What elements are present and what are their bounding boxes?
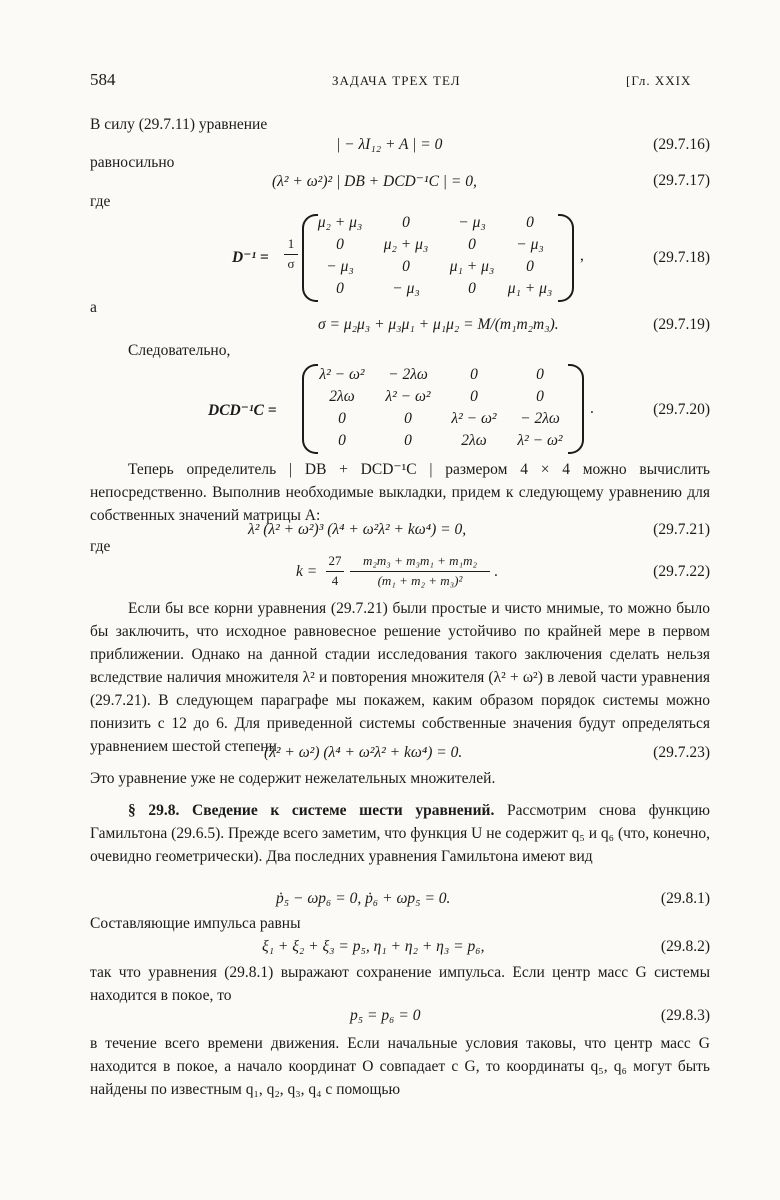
matrix-cell: 0 — [526, 214, 534, 231]
intro-line: В силу (29.7.11) уравнение — [90, 116, 268, 133]
matrix-cell: 0 — [470, 388, 478, 405]
fraction-denominator: (m₁ + m₂ + m₃)² — [377, 573, 463, 588]
equation-29-7-21: λ² (λ² + ω²)³ (λ⁴ + ω²λ² + kω⁴) = 0, — [248, 521, 467, 538]
equivalent-label: равносильно — [90, 154, 175, 171]
equation-number: (29.7.20) — [653, 401, 710, 418]
equation-tail: . — [494, 563, 498, 580]
matrix-cell: 0 — [468, 280, 476, 297]
section-title: § 29.8. Сведение к системе шести уравнений. — [128, 802, 495, 819]
fraction-line — [350, 571, 490, 572]
matrix-cell: μ₂ + μ₃ — [383, 236, 429, 253]
coef-numerator: 1 — [287, 236, 295, 251]
matrix-tail: , — [580, 247, 584, 264]
matrix-cell: λ² − ω² — [319, 366, 365, 383]
equation-number: (29.7.22) — [653, 563, 710, 580]
paragraph: Рассмотрим снова функцию Гамильтона (29.6.5). Прежде всего заметим, что функция U не содержит q₅ и q₆ (что, конечно, очевидно геометрически). Два последних уравнения Гамильтона имеют вид — [90, 802, 710, 865]
matrix-cell: 2λω — [461, 432, 487, 449]
paragraph: Теперь определитель | DB + DCD⁻¹C | размером 4 × 4 можно вычислить непосредственно. Выполнив необходимые выкладки, придем к следующему уравнению для собственных значений матрицы A: — [90, 461, 710, 524]
matrix-cell: − μ₃ — [516, 236, 544, 253]
paragraph: Если бы все корни уравнения (29.7.21) были простые и чисто мнимые, то можно было бы заключить, что исходное равновесное решение устойчиво по крайней мере в первом приближении. Однако на данной стадии исследования такого заключения сделать нельзя вследствие наличия множителя λ² и повторения множителя (λ² + ω²) в левой части уравнения (29.7.21). В следующем параграфе мы покажем, каким образом порядок системы можно понизить с 12 до 6. Для приведенной системы собственные значения будут определяться уравнением шестой степени — [90, 600, 710, 755]
and-label: а — [90, 299, 97, 316]
equation-29-8-2: ξ₁ + ξ₂ + ξ₃ = p₅, η₁ + η₂ + η₃ = p₆, — [262, 938, 485, 955]
equation-29-8-3: p₅ = p₆ = 0 — [350, 1007, 421, 1024]
equation-29-8-1: ṗ₅ − ωp₆ = 0, ṗ₆ + ωp₅ = 0. — [276, 890, 451, 907]
equation-number: (29.8.1) — [660, 890, 710, 907]
chapter-label: [Гл. XXIX — [626, 73, 692, 88]
matrix-cell: 0 — [338, 410, 346, 427]
equation-number: (29.8.2) — [660, 938, 710, 955]
matrix-cell: μ₁ + μ₃ — [507, 280, 553, 297]
matrix-tail: . — [590, 400, 594, 417]
equation-number: (29.7.16) — [653, 136, 710, 153]
therefore-label: Следовательно, — [128, 342, 231, 359]
matrix-cell: − μ₃ — [458, 214, 486, 231]
page-number: 584 — [90, 70, 116, 89]
matrix-cell: 0 — [402, 214, 410, 231]
matrix-cell: μ₂ + μ₃ — [317, 214, 363, 231]
matrix-cell: 0 — [470, 366, 478, 383]
matrix-cell: λ² − ω² — [385, 388, 431, 405]
matrix-cell: 2λω — [329, 388, 355, 405]
equation-29-7-23: (λ² + ω²) (λ⁴ + ω²λ² + kω⁴) = 0. — [264, 744, 463, 761]
matrix-cell: − μ₃ — [326, 258, 354, 275]
matrix-cell: λ² − ω² — [451, 410, 497, 427]
matrix-cell: − μ₃ — [392, 280, 420, 297]
equation-number: (29.7.23) — [653, 744, 710, 761]
where-label: где — [90, 193, 111, 210]
paragraph: в течение всего времени движения. Если начальные условия таковы, что центр масс G находится в покое, а начало координат O совпадает с G, то координаты q₅, q₆ могут быть найдены по известным q₁, q₂, q₃, q₄ с помощью — [90, 1035, 710, 1098]
matrix-cell: 0 — [468, 236, 476, 253]
equation-29-7-16: | − λI₁₂ + A | = 0 — [336, 136, 443, 153]
equation-number: (29.8.3) — [660, 1007, 710, 1024]
section-paragraph — [90, 799, 710, 868]
where-label: где — [90, 538, 111, 555]
running-title: ЗАДАЧА ТРЕХ ТЕЛ — [332, 73, 461, 88]
matrix-cell: 0 — [336, 236, 344, 253]
fraction-line — [326, 571, 344, 572]
matrix-cell: μ₁ + μ₃ — [449, 258, 495, 275]
paragraph: Составляющие импульса равны — [90, 915, 301, 932]
coef-denominator: σ — [287, 256, 295, 271]
coef-denominator: 4 — [331, 573, 339, 588]
matrix-cell: − 2λω — [388, 366, 428, 383]
equation-29-7-19: σ = μ₂μ₃ + μ₃μ₁ + μ₁μ₂ = M/(m₁m₂m₃). — [318, 316, 559, 333]
matrix-cell: 0 — [402, 258, 410, 275]
equation-number: (29.7.17) — [653, 172, 710, 189]
matrix-cell: 0 — [536, 366, 544, 383]
matrix-d-inverse — [302, 214, 574, 302]
matrix-cell: − 2λω — [520, 410, 560, 427]
matrix-cell: 0 — [338, 432, 346, 449]
equation-lhs: k = — [296, 563, 318, 580]
fraction-numerator: m₂m₃ + m₃m₁ + m₁m₂ — [363, 553, 477, 568]
equation-29-7-17: (λ² + ω²)² | DB + DCD⁻¹C | = 0, — [272, 173, 477, 190]
equation-number: (29.7.18) — [653, 249, 710, 266]
matrix-cell: 0 — [336, 280, 344, 297]
equation-number: (29.7.19) — [653, 316, 710, 333]
matrix-lhs: DCD⁻¹C = — [208, 402, 277, 419]
matrix-cell: λ² − ω² — [517, 432, 563, 449]
matrix-lhs: D⁻¹ = — [232, 249, 269, 266]
fraction-line — [284, 254, 298, 255]
matrix-cell: 0 — [526, 258, 534, 275]
paragraph: Это уравнение уже не содержит нежелательных множителей. — [90, 770, 496, 787]
matrix-dcd-c — [302, 364, 584, 454]
paragraph: так что уравнения (29.8.1) выражают сохранение импульса. Если центр масс G системы находится в покое, то — [90, 964, 710, 1004]
equation-number: (29.7.21) — [653, 521, 710, 538]
matrix-cell: 0 — [536, 388, 544, 405]
matrix-cell: 0 — [404, 410, 412, 427]
matrix-cell: 0 — [404, 432, 412, 449]
coef-numerator: 27 — [328, 553, 342, 568]
